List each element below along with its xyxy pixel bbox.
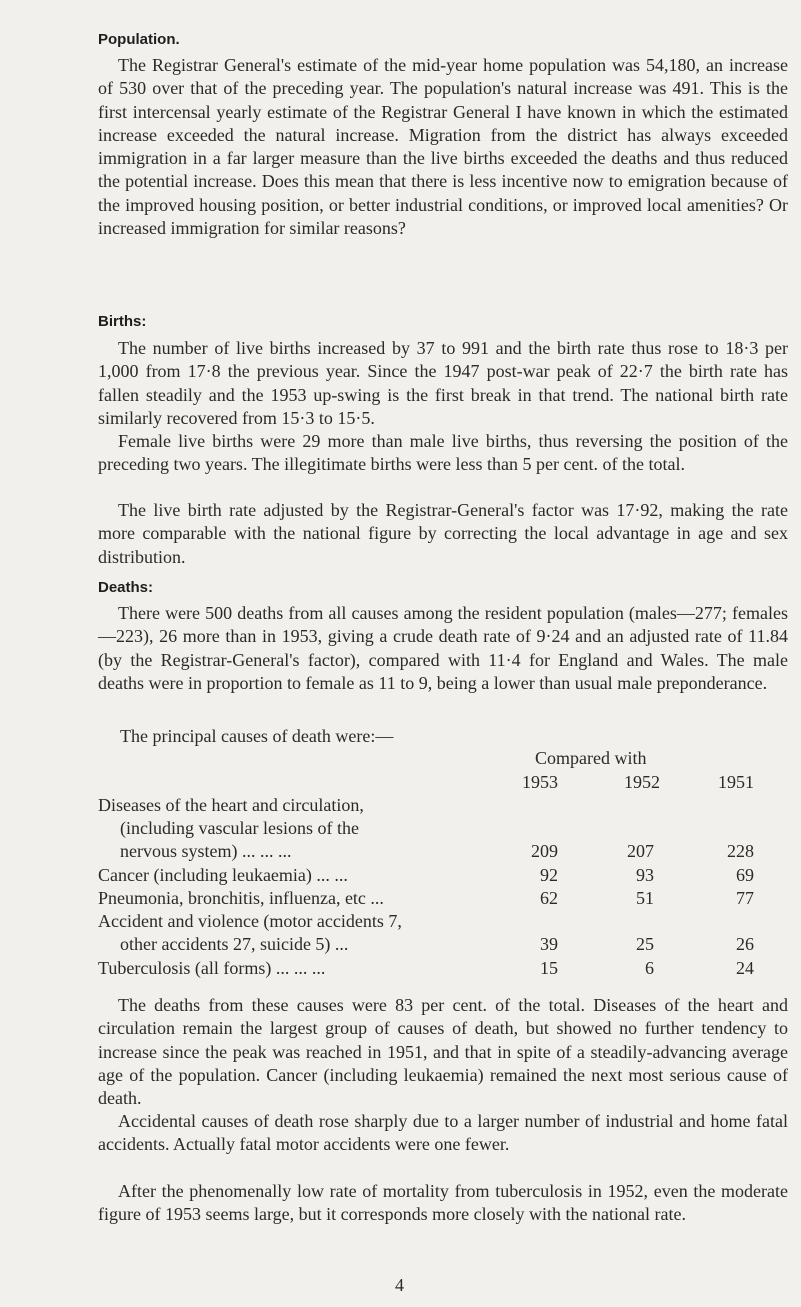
value-1952: 6 — [645, 958, 654, 978]
row-label-line: other accidents 27, suicide 5) ... — [120, 934, 349, 954]
population-paragraph: The Registrar General's estimate of the mid-year home population was 54,180, an increase of 530 over that of the preceding year. The population's natural increase was 491. This is the first intercensal yearly estimate of the Registrar General I have known in which the estimated increase exceeded the natural increase. Migration from the district has always exceeded immigration in a far larger measure than the live births exceeded the deaths and thus reduced the potential increase. Does this mean that there is less incentive now to emigration because of the improved housing position, or better industrial conditions, or improved local amenities? Or increased immigration for similar reasons? — [98, 55, 788, 239]
births-heading: Births: — [98, 313, 147, 330]
value-1953: 92 — [540, 865, 558, 885]
compared-with-header: Compared with — [535, 748, 647, 768]
page-number: 4 — [395, 1275, 404, 1295]
value-1953: 15 — [540, 958, 558, 978]
row-label-line: Accident and violence (motor accidents 7, — [98, 911, 402, 931]
value-1952: 25 — [636, 934, 654, 954]
closing-paragraph-2: Accidental causes of death rose sharply due to a larger number of industrial and home fatal accidents. Actually fatal motor accidents were one fewer. — [98, 1111, 788, 1155]
closing-paragraph-1: The deaths from these causes were 83 per cent. of the total. Diseases of the heart and circulation remain the largest group of causes of death, but showed no further tendency to increase since the peak was reached in 1951, and that in spite of a steadily-advancing average age of the population. Cancer (including leukaemia) remained the next most serious cause of death. — [98, 995, 788, 1109]
value-1953: 209 — [531, 841, 558, 861]
value-1951: 26 — [736, 934, 754, 954]
value-1953: 62 — [540, 888, 558, 908]
row-label-line: Diseases of the heart and circulation, — [98, 795, 364, 815]
year-header-1952: 1952 — [624, 772, 660, 792]
table-intro: The principal causes of death were:— — [120, 726, 394, 746]
value-1951: 24 — [736, 958, 754, 978]
row-label-line: Cancer (including leukaemia) ... ... — [98, 865, 348, 885]
population-heading: Population. — [98, 31, 180, 48]
value-1952: 207 — [627, 841, 654, 861]
row-label-line: (including vascular lesions of the — [120, 818, 359, 838]
value-1951: 228 — [727, 841, 754, 861]
births-paragraph-2: Female live births were 29 more than male live births, thus reversing the position of the preceding two years. The illegitimate births were less than 5 per cent. of the total. — [98, 431, 788, 475]
deaths-heading: Deaths: — [98, 579, 154, 596]
deaths-paragraph: There were 500 deaths from all causes among the resident population (males—277; females—223), 26 more than in 1953, giving a crude death rate of 9·24 and an adjusted rate of 11.84 (by the Registrar-General's factor), compared with 11·4 for England and Wales. The male deaths were in proportion to female as 11 to 9, being a lower than usual male preponderance. — [98, 603, 788, 693]
closing-paragraph-3: After the phenomenally low rate of mortality from tuberculosis in 1952, even the moderate figure of 1953 seems large, but it corresponds more closely with the national rate. — [98, 1181, 788, 1225]
value-1951: 69 — [736, 865, 754, 885]
row-label-line: nervous system) ... ... ... — [120, 841, 292, 861]
row-label-line: Pneumonia, bronchitis, influenza, etc ... — [98, 888, 384, 908]
value-1953: 39 — [540, 934, 558, 954]
births-paragraph-1: The number of live births increased by 37 to 991 and the birth rate thus rose to 18·3 per 1,000 from 17·8 the previous year. Since the 1947 post-war peak of 22·7 the birth rate has fallen steadily and the 1953 up-swing is the first break in that trend. The national birth rate similarly recovered from 15·3 to 15·5. — [98, 338, 788, 428]
births-paragraph-3: The live birth rate adjusted by the Registrar-General's factor was 17·92, making the rate more comparable with the national figure by correcting the local advantage in age and sex distribution. — [98, 500, 788, 567]
value-1952: 93 — [636, 865, 654, 885]
value-1952: 51 — [636, 888, 654, 908]
row-label-line: Tuberculosis (all forms) ... ... ... — [98, 958, 326, 978]
year-header-1951: 1951 — [718, 772, 754, 792]
year-header-1953: 1953 — [522, 772, 558, 792]
value-1951: 77 — [736, 888, 754, 908]
